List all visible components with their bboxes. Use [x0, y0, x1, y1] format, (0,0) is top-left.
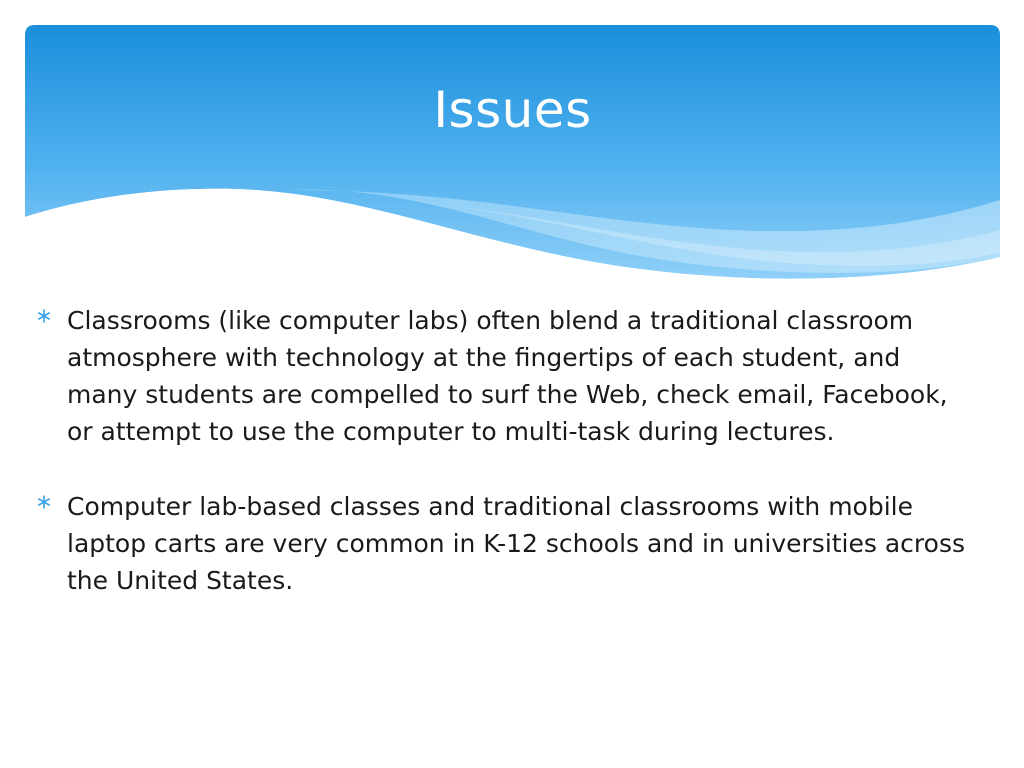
bullet-item: [36, 488, 966, 599]
bullet-text: Classrooms (like computer labs) often blend a traditional classroom atmosphere with technology at the fingertips of each student, and many students are compelled to surf the Web, check email, Facebook, or attempt to use the computer to multi-task during lectures.: [67, 306, 948, 446]
slide-title: Issues: [433, 81, 592, 139]
asterisk-icon: [36, 494, 52, 510]
bullet-text: Computer lab-based classes and traditional classrooms with mobile laptop carts are very common in K-12 schools and in universities across the United States.: [67, 492, 965, 595]
bullet-item: [36, 302, 966, 450]
header-wave-graphic: [25, 25, 1000, 290]
header-banner: [25, 25, 1000, 290]
bullet-list: [36, 302, 966, 599]
asterisk-icon: [36, 308, 52, 324]
